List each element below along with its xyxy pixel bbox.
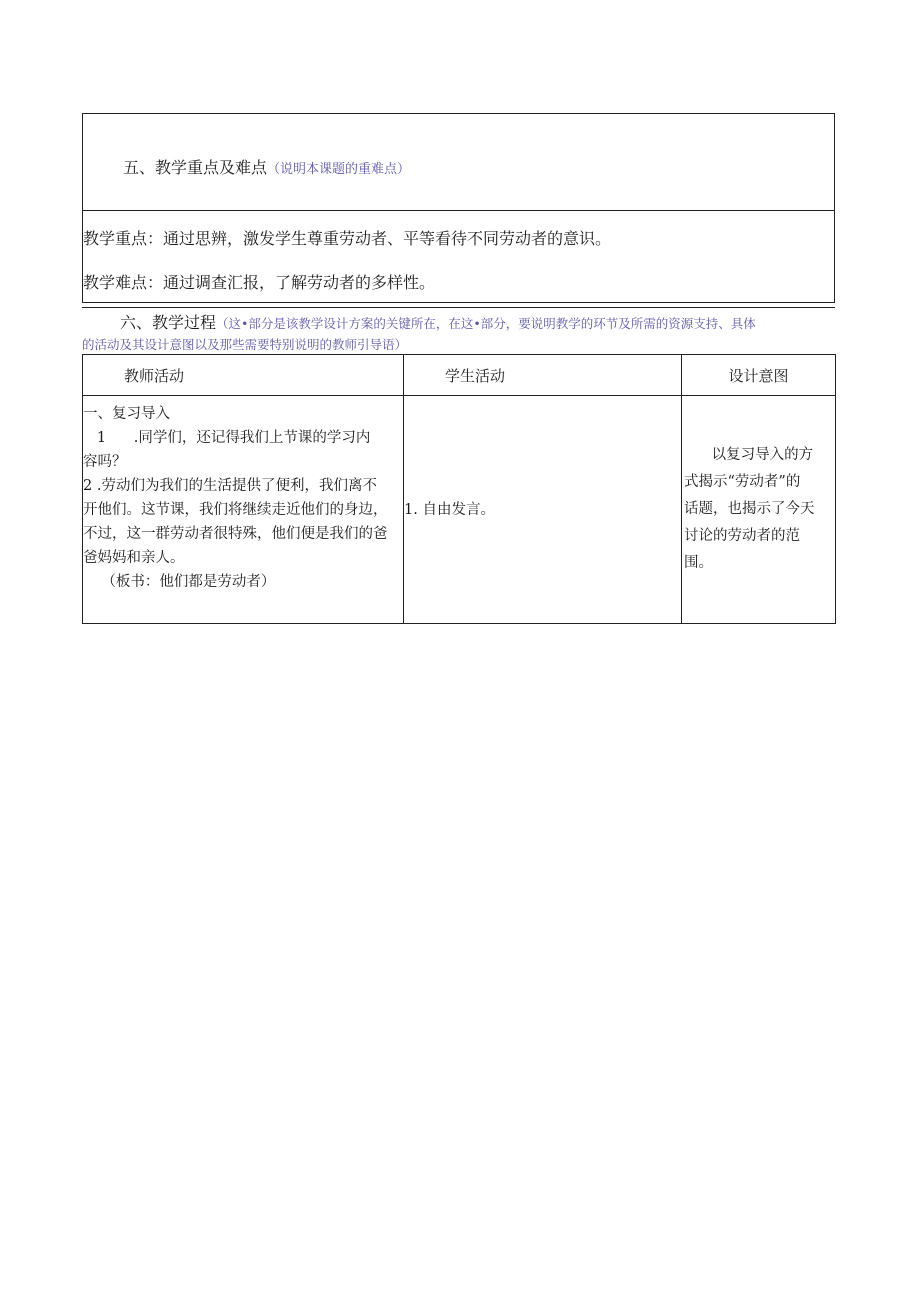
section5-note: （说明本课题的重难点） [267,162,411,177]
teaching-difficulty: 教学难点：通过调查汇报，了解劳动者的多样性。 [83,273,436,292]
lesson-plan-page [82,113,835,590]
section6 [82,307,835,624]
section5-title: 五、教学重点及难点 [123,158,268,177]
header-student-activity: 学生活动 [404,355,682,396]
section5-heading [123,155,410,178]
student-activity-text: 1. 自由发言。 [404,502,495,518]
teacher-line: （板书：他们都是劳动者） [83,574,276,590]
teaching-focus: 教学重点：通过思辨，激发学生尊重劳动者、平等看待不同劳动者的意识。 [83,229,612,248]
header-design-intent: 设计意图 [682,355,836,396]
section6-header [82,308,835,354]
teacher-activity-cell [83,396,404,624]
teacher-line: 2 .劳动们为我们的生活提供了便利，我们离不 [83,478,377,494]
intent-line: 式揭示“劳动者”的 [684,474,801,490]
intent-line: 话题，也揭示了今天 [684,501,815,517]
design-intent-cell [682,396,836,624]
intent-line: 讨论的劳动者的范 [684,528,800,544]
table-row [83,396,836,624]
table-header-row [83,355,836,396]
key-points-box [82,211,835,590]
section6-title: 六、教学过程 [120,313,217,332]
section6-note-line2: 的活动及其设计意图以及那些需要特别说明的教师引导语） [82,337,408,352]
process-table [82,354,836,624]
intent-line: 以复习导入的方 [684,447,814,463]
student-activity-cell [404,396,682,624]
section5-box [82,113,835,211]
teacher-line: 一、复习导入 [83,406,170,422]
header-teacher-activity: 教师活动 [83,355,404,396]
intent-line: 围。 [684,555,713,571]
teacher-line: 不过，这一群劳动者很特殊，他们便是我们的爸 [83,526,388,542]
section6-note-line1: （这•部分是该教学设计方案的关键所在，在这•部分，要说明教学的环节及所需的资源支持、具体 [216,316,756,331]
teacher-line: 开他们。这节课，我们将继续走近他们的身边， [83,502,388,518]
teacher-line: 容吗？ [83,454,127,470]
teacher-line: 爸妈妈和亲人。 [83,550,185,566]
teacher-line: 1 .同学们，还记得我们上节课的学习内 [83,430,371,446]
